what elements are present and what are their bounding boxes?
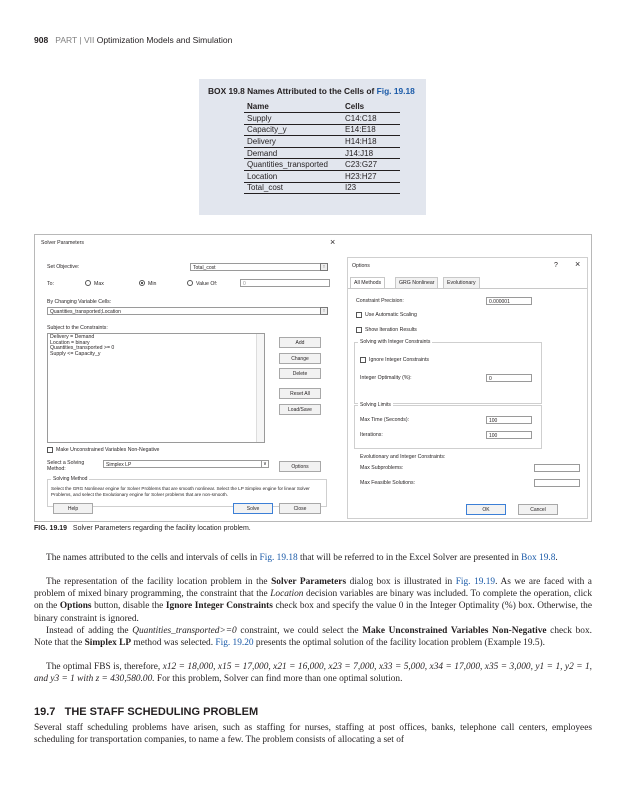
table-row: [244, 113, 400, 125]
figure-label: FIG. 19.19: [34, 525, 68, 532]
change-button[interactable]: Change: [279, 353, 321, 364]
cell-name: Delivery: [244, 136, 342, 148]
integer-group: [354, 342, 542, 404]
solving-method-label: Select a Solving Method:: [47, 460, 85, 472]
figure-caption-text: Solver Parameters regarding the facility location problem.: [72, 525, 251, 532]
integer-group-label: Solving with Integer Constraints: [360, 339, 431, 345]
delete-button[interactable]: Delete: [279, 368, 321, 379]
chevron-down-icon[interactable]: ∨: [261, 460, 269, 468]
text-run: check box and specify the value 0 in the Integer Optimality (%) box. Otherwise, the binary constraint is ignored.: [34, 601, 592, 624]
scrollbar[interactable]: [256, 334, 264, 442]
tab-grg-nonlinear[interactable]: GRG Nonlinear: [395, 277, 438, 288]
names-table: [244, 101, 400, 194]
cell-range: C14:C18: [342, 113, 400, 125]
italic-run: Location: [270, 589, 304, 600]
close-icon[interactable]: ×: [575, 259, 581, 269]
box-title: [208, 86, 415, 96]
options-dialog: [347, 257, 588, 519]
tab-divider: [348, 288, 587, 289]
help-icon[interactable]: ?: [554, 262, 558, 269]
column-header-cells: Cells: [342, 101, 400, 113]
limits-group: [354, 405, 542, 449]
options-button[interactable]: Options: [279, 461, 321, 472]
solving-method-description: Select the GRG Nonlinear engine for Solver Problems that are smooth nonlinear. Select the LP Simplex engine for linear Solver Problems, and select the Evolutionary engine for Solver problems that are non-smooth.: [51, 486, 310, 497]
help-button[interactable]: Help: [53, 503, 93, 514]
bold-run: Solver Parameters: [271, 577, 347, 587]
list-item[interactable]: Delivery = Demand: [50, 334, 95, 340]
equation-run: x12 = 18,000, x15 = 17,000, x21 = 16,000, x23 = 7,000, x33 = 5,000, x34 = 17,000, x35 = 3,000, y1 = 1, y2 = 1, and y3 = 1 with z = 430,580.00.: [34, 662, 593, 685]
part-label: PART | VII: [55, 35, 95, 45]
min-radio[interactable]: [139, 280, 145, 286]
table-row: [244, 147, 400, 159]
column-header-name: Name: [244, 101, 342, 113]
max-label: Max: [94, 281, 104, 287]
text-run: Instead of adding the: [46, 626, 133, 636]
cancel-button[interactable]: Cancel: [518, 504, 558, 515]
bold-run: Options: [59, 601, 92, 612]
max-time-input[interactable]: 100: [486, 416, 532, 424]
text-run: decision variables are binary was included. To complete the operation, click on the: [34, 589, 592, 612]
evolutionary-integer-label: Evolutionary and Integer Constraints:: [360, 454, 446, 460]
cell-name: Quantities_transported: [244, 159, 342, 171]
close-icon[interactable]: ×: [330, 237, 336, 247]
automatic-scaling-checkbox[interactable]: [356, 312, 362, 318]
nonnegative-label: Make Unconstrained Variables Non-Negative: [56, 447, 160, 453]
bold-run: Ignore Integer Constraints: [165, 601, 273, 612]
box-title-figure-link[interactable]: Fig. 19.18: [376, 86, 415, 96]
box-link[interactable]: Box 19.8: [521, 553, 556, 563]
max-time-label: Max Time (Seconds):: [360, 417, 410, 423]
figure-link[interactable]: Fig. 19.19: [455, 577, 496, 587]
show-iteration-checkbox[interactable]: [356, 327, 362, 333]
automatic-scaling-label: Use Automatic Scaling: [365, 312, 417, 318]
page-number: 908: [34, 35, 49, 45]
table-row: [244, 124, 400, 136]
value-of-label: Value Of:: [196, 281, 218, 287]
table-row: [244, 159, 400, 171]
tab-evolutionary[interactable]: Evolutionary: [443, 277, 480, 288]
text-run: check box. Note that the: [34, 626, 592, 649]
to-label: To:: [47, 281, 54, 287]
table-row: [244, 170, 400, 182]
running-header: [34, 35, 232, 45]
cell-name: Capacity_y: [244, 124, 342, 136]
max-feasible-input[interactable]: [534, 479, 580, 487]
italic-run: Quantities_transported>=0: [132, 626, 237, 636]
close-button[interactable]: Close: [279, 503, 321, 514]
reset-all-button[interactable]: Reset All: [279, 388, 321, 399]
cell-range: E14:E18: [342, 124, 400, 136]
cell-range: C23:G27: [342, 159, 400, 171]
cell-range: H23:H27: [342, 170, 400, 182]
range-picker-icon[interactable]: ↑: [320, 263, 328, 271]
options-title: Options: [352, 263, 370, 269]
paragraph-4: [34, 661, 592, 685]
cell-name: Location: [244, 170, 342, 182]
text-run: The names attributed to the cells and intervals of cells in: [46, 553, 260, 563]
min-label: Min: [148, 281, 157, 287]
paragraph-1: [34, 552, 592, 564]
solving-method-group-label: Solving Method: [53, 476, 88, 482]
constraint-precision-input[interactable]: 0.000001: [486, 297, 532, 305]
load-save-button[interactable]: Load/Save: [279, 404, 321, 415]
max-subproblems-input[interactable]: [534, 464, 580, 472]
section-title: THE STAFF SCHEDULING PROBLEM: [64, 706, 259, 718]
dialog-title: Solver Parameters: [41, 240, 84, 246]
nonnegative-checkbox[interactable]: [47, 447, 53, 453]
constraints-label: Subject to the Constraints:: [47, 325, 108, 331]
table-row: [244, 182, 400, 194]
table-row: [244, 136, 400, 148]
figure-caption: [34, 525, 251, 532]
max-radio[interactable]: [85, 280, 91, 286]
ignore-integer-label: Ignore Integer Constraints: [369, 357, 429, 363]
tab-all-methods[interactable]: All Methods: [350, 277, 385, 288]
cell-range: I23: [342, 182, 400, 194]
box-19-8: [199, 79, 426, 215]
text-run: constraint, we could select the: [236, 626, 363, 636]
changing-cells-input[interactable]: Quantities_transported;Location: [47, 307, 322, 315]
cell-name: Demand: [244, 147, 342, 159]
header-title: Optimization Models and Simulation: [96, 35, 233, 45]
text-run: dialog box is illustrated in: [346, 577, 456, 587]
section-number: 19.7: [34, 706, 56, 718]
set-objective-label: Set Objective:: [47, 264, 80, 270]
set-objective-input[interactable]: Total_cost: [190, 263, 322, 271]
value-of-radio[interactable]: [187, 280, 193, 286]
integer-optimality-input[interactable]: 0: [486, 374, 532, 382]
solver-parameters-dialog: [35, 235, 341, 519]
cell-range: H14:H18: [342, 136, 400, 148]
text-run: that will be referred to in the Excel Solver are presented in: [297, 553, 522, 563]
box-title-text: BOX 19.8 Names Attributed to the Cells of: [208, 86, 375, 96]
list-item[interactable]: Supply <= Capacity_y: [50, 350, 101, 357]
list-item[interactable]: Location = binary: [50, 339, 90, 346]
constraint-precision-label: Constraint Precision:: [356, 298, 404, 304]
ignore-integer-checkbox[interactable]: [360, 357, 366, 363]
text-run: For this problem, Solver can find more than one optimal solution.: [154, 674, 403, 685]
max-feasible-label: Max Feasible Solutions:: [360, 480, 416, 486]
ok-button[interactable]: OK: [466, 504, 506, 515]
iterations-input[interactable]: 100: [486, 431, 532, 439]
cell-range: J14:J18: [342, 147, 400, 159]
bold-run: Simplex LP: [84, 638, 132, 649]
show-iteration-label: Show Iteration Results: [365, 327, 417, 333]
solving-method-select[interactable]: Simplex LP: [103, 460, 269, 468]
changing-cells-label: By Changing Variable Cells:: [47, 299, 112, 305]
text-run: button, disable the: [91, 601, 166, 612]
solve-button[interactable]: Solve: [233, 503, 273, 514]
text-run: .: [555, 553, 558, 563]
cell-name: Supply: [244, 113, 342, 125]
list-item[interactable]: Quantities_transported >= 0: [50, 345, 115, 352]
cell-name: Total_cost: [244, 182, 342, 194]
solver-figure: [34, 234, 592, 522]
table-header-row: [244, 101, 400, 113]
constraints-list[interactable]: [47, 333, 265, 443]
bold-run: Make Unconstrained Variables Non-Negative: [362, 626, 547, 636]
text-run: . As we are faced with a problem of mixed binary programming, the constraint that the: [34, 577, 592, 600]
text-run: method was selected.: [131, 638, 216, 649]
figure-link[interactable]: Fig. 19.18: [259, 553, 298, 563]
max-subproblems-label: Max Subproblems:: [360, 465, 404, 471]
paragraph-2: [34, 576, 592, 625]
integer-optimality-label: Integer Optimality (%):: [360, 375, 412, 381]
figure-link[interactable]: Fig. 19.20: [215, 638, 254, 649]
add-button[interactable]: Add: [279, 337, 321, 348]
limits-group-label: Solving Limits: [360, 402, 391, 408]
value-of-input[interactable]: 0: [240, 279, 330, 287]
text-run: presents the optimal solution of the facility location problem (Example 19.5).: [253, 638, 545, 649]
text-run: The optimal FBS is, therefore,: [46, 662, 163, 672]
section-heading: [34, 706, 258, 718]
range-picker-icon[interactable]: ↑: [320, 307, 328, 315]
section-paragraph: Several staff scheduling problems have arisen, such as staffing for nurses, staffing at post offices, banks, telephone call centers, employees scheduling for transportation companies, to name a few. The problem consists of allocating a set of: [34, 723, 592, 746]
iterations-label: Iterations:: [360, 432, 383, 438]
paragraph-3: [34, 625, 592, 649]
text-run: The representation of the facility location problem in the: [46, 577, 272, 587]
